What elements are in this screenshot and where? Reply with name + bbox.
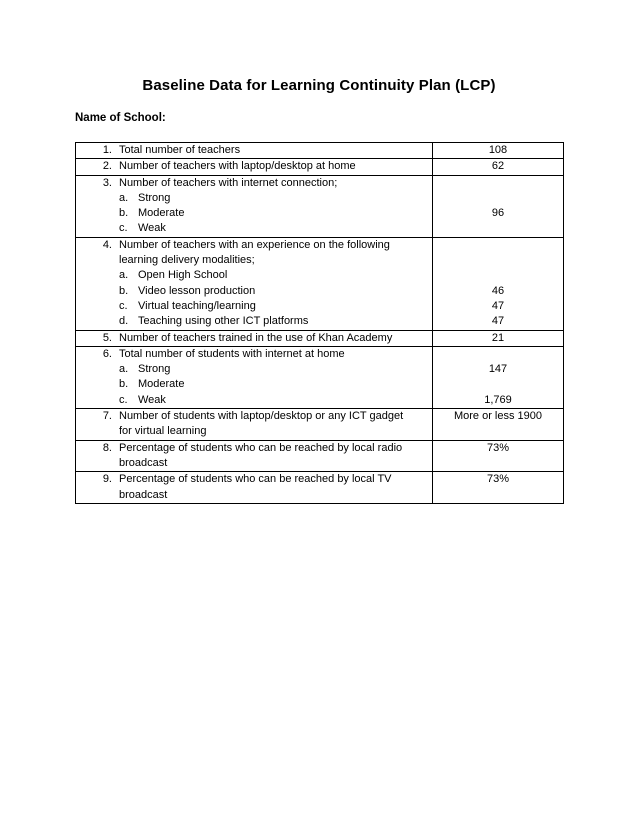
sub-item-letter: c. bbox=[119, 393, 128, 406]
value-text bbox=[433, 253, 563, 268]
sub-item-text: Video lesson production bbox=[138, 284, 256, 297]
row-text-continued: learning delivery modalities; bbox=[119, 254, 255, 267]
sub-item-text: Moderate bbox=[138, 378, 185, 391]
page-title: Baseline Data for Learning Continuity Plan (LCP) bbox=[142, 77, 496, 94]
row-description bbox=[76, 330, 433, 346]
row-text: Total number of teachers bbox=[119, 144, 241, 156]
row-description bbox=[76, 472, 433, 504]
value-text bbox=[433, 424, 563, 439]
row-number: 2. bbox=[102, 160, 112, 173]
row-number: 3. bbox=[102, 176, 112, 189]
school-name-label: Name of School: bbox=[75, 112, 166, 124]
row-text: Number of students with laptop/desktop or any ICT gadget bbox=[119, 410, 404, 423]
row-description bbox=[76, 346, 433, 408]
value-text bbox=[433, 238, 563, 253]
sub-item bbox=[76, 377, 432, 392]
row-text: Percentage of students who can be reached by local TV bbox=[119, 473, 392, 486]
table-row bbox=[76, 346, 564, 408]
row-description bbox=[76, 409, 433, 441]
value-text bbox=[433, 456, 563, 471]
row-text: Number of teachers with laptop/desktop at home bbox=[119, 160, 356, 173]
sub-item bbox=[76, 221, 432, 236]
row-number: 7. bbox=[102, 410, 112, 423]
sub-item-text: Open High School bbox=[138, 269, 228, 282]
row-number: 6. bbox=[102, 347, 112, 360]
row-number: 8. bbox=[102, 441, 112, 454]
sub-item bbox=[76, 268, 432, 283]
value-text bbox=[433, 191, 563, 206]
table-row bbox=[76, 472, 564, 504]
value-text: 73% bbox=[486, 441, 510, 454]
sub-item-text: Strong bbox=[138, 363, 171, 376]
row-number: 9. bbox=[102, 473, 112, 486]
row-number: 5. bbox=[102, 331, 112, 344]
value-text bbox=[433, 268, 563, 283]
value-text: 47 bbox=[491, 299, 505, 312]
row-value bbox=[433, 440, 564, 472]
sub-item-letter: c. bbox=[119, 299, 128, 312]
value-text: 1,769 bbox=[484, 393, 512, 406]
row-text-continued: broadcast bbox=[119, 456, 168, 469]
sub-item bbox=[76, 393, 432, 408]
sub-item-letter: b. bbox=[119, 378, 129, 391]
row-description bbox=[76, 143, 433, 159]
row-text: Percentage of students who can be reached by local radio bbox=[119, 441, 403, 454]
row-value bbox=[433, 472, 564, 504]
row-text-continued: broadcast bbox=[119, 488, 168, 501]
table-row bbox=[76, 175, 564, 237]
sub-item-text: Strong bbox=[138, 191, 171, 204]
value-text: 108 bbox=[488, 144, 508, 156]
sub-item-letter: b. bbox=[119, 284, 129, 297]
row-description bbox=[76, 237, 433, 330]
row-value bbox=[433, 175, 564, 237]
row-description bbox=[76, 159, 433, 175]
row-value bbox=[433, 409, 564, 441]
table-row bbox=[76, 440, 564, 472]
sub-item-letter: d. bbox=[119, 315, 129, 328]
row-text-continued: for virtual learning bbox=[119, 425, 207, 438]
value-text: 147 bbox=[488, 363, 508, 376]
table-row bbox=[76, 409, 564, 441]
row-value bbox=[433, 346, 564, 408]
sub-item-letter: a. bbox=[119, 269, 129, 282]
row-value bbox=[433, 237, 564, 330]
sub-item bbox=[76, 362, 432, 377]
sub-item-letter: a. bbox=[119, 363, 129, 376]
row-number: 4. bbox=[102, 238, 112, 251]
value-text bbox=[433, 221, 563, 236]
table-row bbox=[76, 143, 564, 159]
sub-item bbox=[76, 206, 432, 221]
sub-item-text: Weak bbox=[138, 222, 166, 235]
row-value bbox=[433, 330, 564, 346]
sub-item-letter: c. bbox=[119, 222, 128, 235]
row-text: Total number of students with internet at home bbox=[119, 347, 345, 360]
sub-item-text: Virtual teaching/learning bbox=[138, 299, 256, 312]
table-row bbox=[76, 159, 564, 175]
row-description bbox=[76, 175, 433, 237]
sub-item-text: Teaching using other ICT platforms bbox=[138, 315, 309, 328]
row-number: 1. bbox=[102, 144, 112, 156]
table-row bbox=[76, 330, 564, 346]
sub-item bbox=[76, 191, 432, 206]
baseline-data-table bbox=[75, 142, 564, 504]
sub-item-letter: b. bbox=[119, 207, 129, 220]
sub-item bbox=[76, 284, 432, 299]
row-text: Number of teachers with internet connection; bbox=[119, 176, 338, 189]
row-description bbox=[76, 440, 433, 472]
value-text: 47 bbox=[491, 315, 505, 328]
value-text: 62 bbox=[491, 160, 505, 173]
value-text: 21 bbox=[491, 331, 505, 344]
value-text bbox=[433, 176, 563, 191]
sub-item-letter: a. bbox=[119, 191, 129, 204]
value-text: 96 bbox=[491, 207, 505, 220]
value-text bbox=[433, 347, 563, 362]
sub-item-text: Moderate bbox=[138, 207, 185, 220]
sub-item-text: Weak bbox=[138, 393, 166, 406]
row-value bbox=[433, 159, 564, 175]
value-text bbox=[433, 488, 563, 503]
value-text: 46 bbox=[491, 284, 505, 297]
value-text: 73% bbox=[486, 473, 510, 486]
sub-item bbox=[76, 299, 432, 314]
table-row bbox=[76, 237, 564, 330]
sub-item bbox=[76, 314, 432, 329]
value-text bbox=[433, 377, 563, 392]
row-text: Number of teachers with an experience on the following bbox=[119, 238, 390, 251]
row-value bbox=[433, 143, 564, 159]
row-text: Number of teachers trained in the use of Khan Academy bbox=[119, 331, 393, 344]
value-text: More or less 1900 bbox=[453, 410, 543, 423]
